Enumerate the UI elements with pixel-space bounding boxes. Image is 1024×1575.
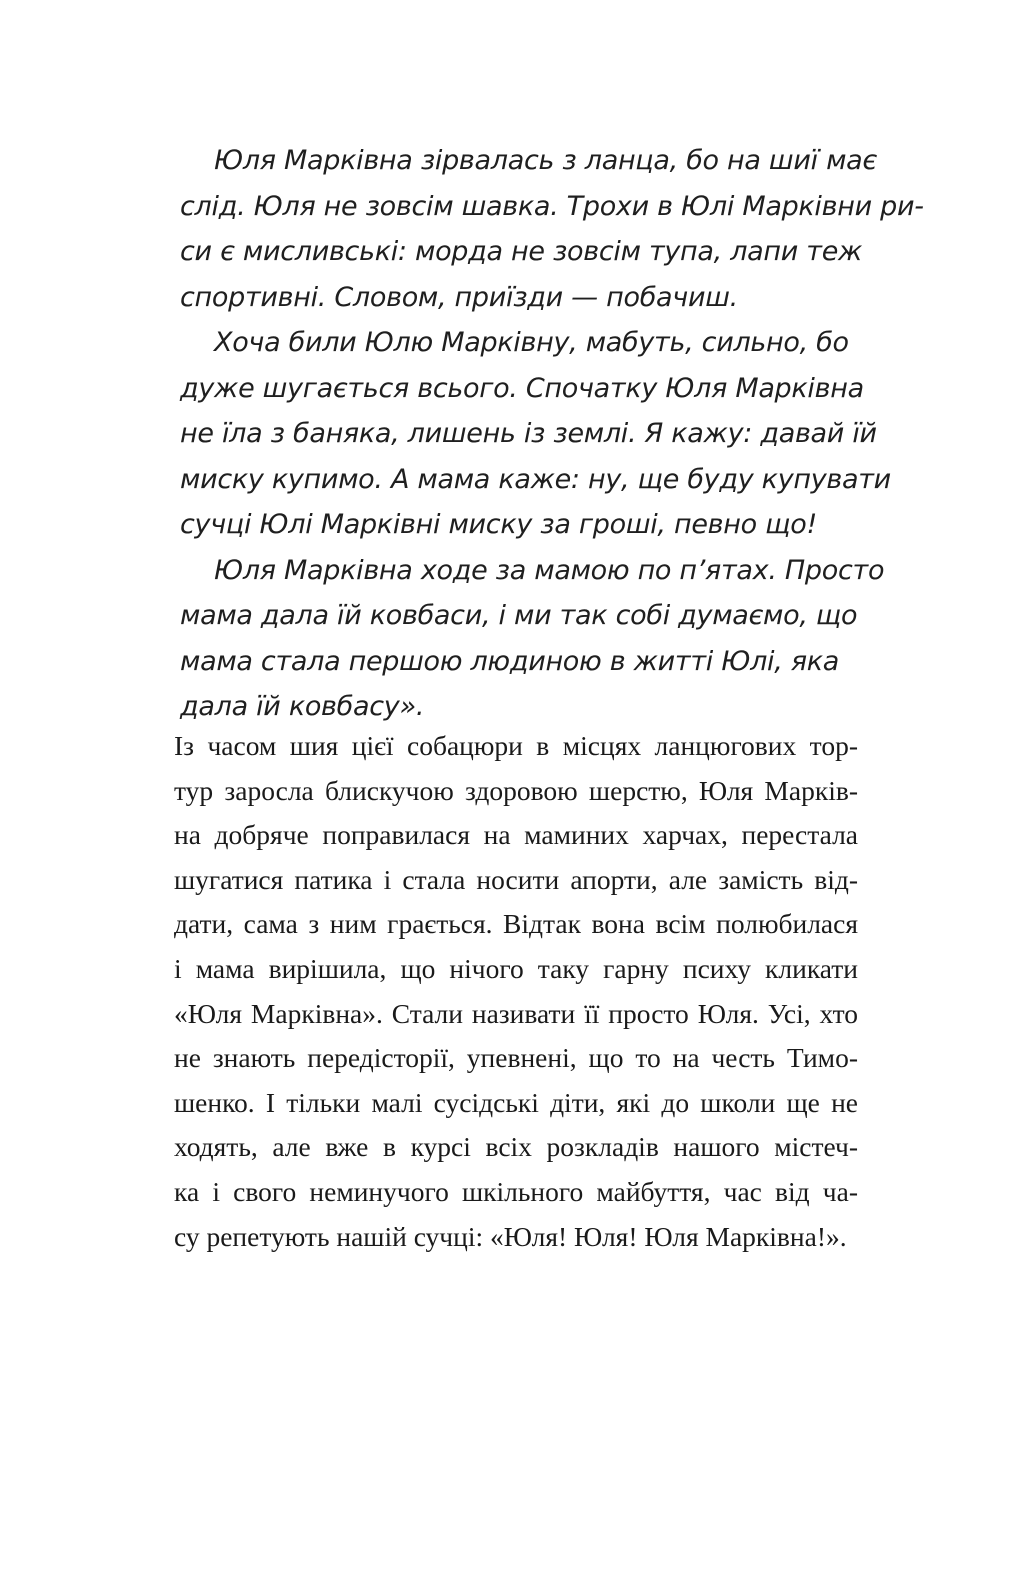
body-line: ка і свого неминучого шкільного майбуття, час від ча- (174, 1175, 858, 1207)
quote-line: Юля Марківна зірвалась з ланца, бо на шиї має (214, 145, 877, 176)
handwritten-quote-block (180, 138, 924, 730)
quote-line: миску купимо. А мама каже: ну, ще буду купувати (180, 463, 891, 495)
body-line: Із часом шия цієї собацюри в місцях ланцюгових тор- (174, 730, 858, 761)
quote-line: не їла з баняка, лишень із землі. Я кажу: давай їй (180, 418, 877, 449)
body-line: су репетують нашій сучці: «Юля! Юля! Юля Марківна!». (174, 1220, 847, 1252)
quote-line: си є мисливські: морда не зовсім тупа, лапи теж (180, 236, 863, 267)
body-line: на добряче поправилася на маминих харчах, перестала (174, 819, 858, 851)
body-line: «Юля Марківна». Стали називати її просто Юля. Усі, хто (174, 997, 858, 1029)
quote-line: спортивні. Словом, приїзди — побачиш. (180, 281, 738, 313)
body-line: не знають передісторії, упевнені, що то на честь Тимо- (174, 1042, 858, 1074)
body-line: шенко. І тільки малі сусідські діти, які до школи ще не (174, 1086, 858, 1118)
quote-line: Хоча били Юлю Марківну, мабуть, сильно, бо (214, 327, 849, 358)
body-line: шугатися патика і стала носити апорти, але замість від- (174, 863, 858, 895)
quote-line: мама стала першою людиною в житті Юлі, яка (180, 645, 840, 677)
quote-line: Юля Марківна ходе за мамою по п’ятах. Просто (214, 554, 885, 586)
body-paragraph (174, 724, 858, 1259)
quote-line: мама дала їй ковбаси, і ми так собі думаємо, що (180, 600, 858, 631)
body-line: і мама вирішила, що нічого таку гарну психу кликати (174, 952, 858, 984)
body-line: ходять, але вже в курсі всіх розкладів нашого містеч- (174, 1131, 858, 1163)
quote-line: сучці Юлі Марківні миску за гроші, певно що! (180, 509, 818, 540)
quote-line: дала їй ковбасу». (180, 691, 425, 722)
quote-line: дуже шугається всього. Спочатку Юля Марківна (180, 372, 864, 404)
body-line: тур заросла блискучою здоровою шерстю, Юля Марків- (174, 774, 858, 806)
quote-line: слід. Юля не зовсім шавка. Трохи в Юлі Марківни ри- (180, 190, 924, 222)
body-line: дати, сама з ним грається. Відтак вона всім полюбилася (174, 908, 858, 940)
